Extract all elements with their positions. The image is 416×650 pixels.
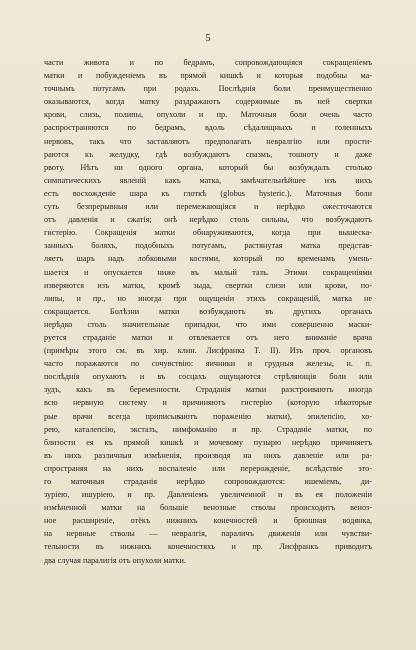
text-line: нервовъ, такъ что заставляютъ предполагать невралгію или прости-: [44, 136, 372, 146]
text-line: части живота и по бедрамъ, сопровождающіяся сокращеніемъ: [44, 58, 372, 67]
text-line: спространяя на нихъ воспаленіе или перерожденіе, вслѣдствіе это-: [44, 463, 372, 473]
text-line: рею, каталепсію, экстазъ, нимфоманію и пр. Страданіе матки, по: [44, 424, 372, 434]
text-line: симпатическихъ явленій какъ матка, замѣчательнѣйшее изъ нихъ: [44, 175, 372, 185]
text-line: гистерію. Сокращенія матки обнаруживаются, когда при вышеска-: [44, 228, 372, 238]
text-line: послѣднія опухаютъ и въ сосцахъ ощущаются стрѣляющія боли или: [44, 372, 372, 382]
text-line: шается и опускается ниже въ малый тазъ. Этими сокращеніями: [44, 267, 372, 277]
text-line: въ нихъ различныя измѣненія, производя на нихъ давленіе или ра-: [44, 450, 372, 460]
text-line: оказываются, когда матку раздражаютъ содержимые въ ней свертки: [44, 97, 372, 107]
text-line: отъ давленія и сжатія; онѣ нерѣдко столь сильны, что возбуждаютъ: [44, 215, 372, 225]
text-line: раются къ желудку, гдѣ возбуждаютъ спазмъ, тошноту и даже: [44, 149, 372, 159]
body-text: [44, 56, 372, 567]
page-number: 5: [205, 33, 211, 44]
text-line: (примѣры этого см. въ хир. клин. Лисфранка T. II). Изъ проч. органовъ: [44, 346, 372, 356]
text-line: крови, слизь, полипы, опухоли и пр. Маточныя боли очень часто: [44, 110, 372, 120]
text-line: го маточныя страданія нерѣдко сопровождаются: ишеміемъ, ди-: [44, 477, 372, 486]
text-line: всю нервную систему и причиняютъ гистерію (которую нѣкоторые: [44, 398, 372, 408]
text-line: изверяются изъ матки, кромѣ зыда, свертки слизи или крови, по-: [44, 280, 372, 290]
text-line: есть восхожденіе шара къ глоткѣ (globus hysteric.). Маточныя боли: [44, 188, 372, 198]
text-line: суть безпрерывныя или перемежающіяся и нерѣдко ожесточаются: [44, 202, 372, 212]
text-line: часто поражаются по сочувствію: яичники и грудныя железы, н. п.: [44, 359, 372, 369]
text-line: на нервные стволы — невралгія, параличъ движенія или чувстви-: [44, 529, 372, 539]
text-line: измѣненной матки на большіе венозные стволы происходитъ веноз-: [44, 503, 372, 513]
text-line: занныхъ боляхъ, подобныхъ потугамъ, растянутая матка представ-: [44, 241, 372, 251]
text-line: матки и побужденіемъ въ прямой кишкѣ и которыя подобны ма-: [44, 71, 372, 81]
text-line: ное расширеніе, отёкъ нижнихъ конечностей и брюшная водянка,: [44, 516, 372, 526]
text-line: точнымъ потугамъ при родахъ. Послѣднія боли преимущественно: [44, 84, 372, 94]
text-line: близости ея къ прямой кишкѣ и мочевому пузырю нерѣдко причиняетъ: [44, 437, 372, 447]
text-line: распространяются по бедрамъ, вдоль сѣдалищныхъ и голенныхъ: [44, 123, 372, 133]
text-line: липы, и пр., но иногда при ощущеніи этихъ сокращеній, матка не: [44, 293, 372, 303]
text-line: нерѣдко столь значительные припадки, что ими совершенно маски-: [44, 319, 372, 329]
text-line: сокращается. Болѣзни матки возбуждаютъ въ другихъ органахъ: [44, 306, 372, 316]
text-line: рвоту. Нѣтъ ни одного органа, который бы возбуждалъ столько: [44, 162, 372, 172]
text-line: рые врачи всегда приписываютъ пораженію матки), эпилепсію, хо-: [44, 411, 372, 421]
text-line: два случая паралигія отъ опухоли матки.: [44, 555, 186, 565]
text-line: тельности въ нижнихъ конечностяхъ и пр. Лисфранкъ приводитъ: [44, 542, 372, 552]
text-line: зудъ, какъ въ беременности. Страданія матки разстроиваютъ иногда: [44, 385, 372, 395]
text-line: руется страданіе матки и отвлекается отъ него вниманіе врача: [44, 332, 372, 342]
text-line: ляетъ шаръ надъ лобковыми костями, который по временамъ умень-: [44, 254, 372, 264]
text-line: зуріею, ишуріею, и пр. Давленіемъ увеличенной и въ ея положеніи: [44, 490, 372, 500]
